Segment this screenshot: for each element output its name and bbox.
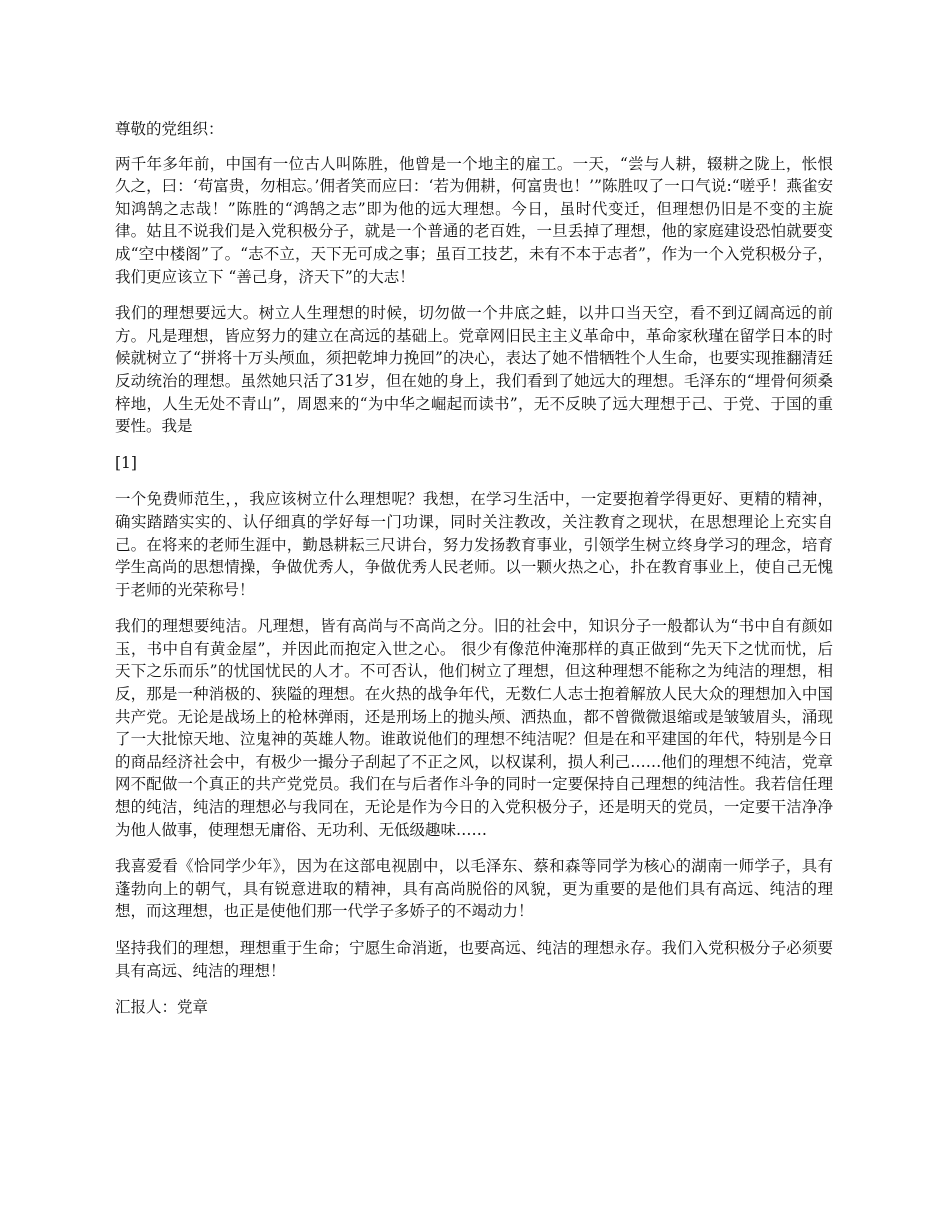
signature: 汇报人：党章 bbox=[115, 998, 209, 1017]
paragraph-lofty-ideal: 我们的理想要远大。树立人生理想的时候，切勿做一个井底之蛙，以井口当天空，看不到辽阔高远的前方。凡是理想，皆应努力的建立在高远的基础上。党章网旧民主主义革命中，革命家秋瑾在留学日本的时候就树立了“拼将十万头颅血，须把乾坤力挽回”的决心，表达了她不惜牺牲个人生命，也要实现推翻清廷反动统治的理想。虽然她只活了31岁，但在她的身上，我们看到了她远大的理想。毛泽东的“埋骨何须桑梓地，人生无处不青山”，周恩来的“为中华之崛起而读书”，无不反映了远大理想于己、于党、于国的重要性。我是 bbox=[115, 304, 833, 436]
paragraph-pure-ideal: 我们的理想要纯洁。凡理想，皆有高尚与不高尚之分。旧的社会中，知识分子一般都认为“书中自有颜如玉，书中自有黄金屋”，并因此而抱定入世之心。 很少有像范仲淹那样的真正做到“先天下之忧而忧，后天下之乐而乐”的忧国忧民的人才。不可否认，他们树立了理想，但这种理想不能称之为纯洁的理想，相反，那是一种消极的、狭隘的理想。在火热的战争年代，无数仁人志士抱着解放人民大众的理想加入中国共产党。无论是战场上的枪林弹雨，还是刑场上的抛头颅、洒热血，都不曾微微退缩或是皱皱眉头，涌现了一大批惊天地、泣鬼神的英雄人物。谁敢说他们的理想不纯洁呢？但是在和平建国的年代，特别是今日的商品经济社会中，有极少一撮分子刮起了不正之风，以权谋利，损人利己……他们的理想不纯洁，党章网不配做一个真正的共产党党员。我们在与后者作斗争的同时一定要保持自己理想的纯洁性。我若信任理想的纯洁，纯洁的理想必与我同在，无论是作为今日的入党积极分子，还是明天的党员，一定要干洁净净为他人做事，使理想无庸俗、无功利、无低级趣味…… bbox=[115, 617, 833, 839]
greeting: 尊敬的党组织： bbox=[115, 120, 224, 138]
paragraph-teacher-ideal: 一个免费师范生，，我应该树立什么理想呢？我想，在学习生活中，一定要抱着学得更好、更精的精神，确实踏踏实实的、认仔细真的学好每一门功课，同时关注教改，关注教育之现状，在思想理论上充实自己。在将来的老师生涯中，勤恳耕耘三尺讲台，努力发扬教育事业，引领学生树立终身学习的理念，培育学生高尚的思想情操，争做优秀人，争做优秀人民老师。以一颗火热之心，扑在教育事业上，使自己无愧于老师的光荣称号！ bbox=[115, 490, 833, 599]
footnote-marker: [1] bbox=[115, 453, 137, 472]
paragraph-tv-drama: 我喜爱看《恰同学少年》，因为在这部电视剧中，以毛泽东、蔡和森等同学为核心的湖南一师学子，具有蓬勃向上的朝气，具有锐意进取的精神，具有高尚脱俗的风貌，更为重要的是他们具有高远、纯洁的理想，而这理想，也正是使他们那一代学子多娇子的不竭动力！ bbox=[115, 857, 833, 921]
paragraph-chen-sheng: 两千年多年前，中国有一位古人叫陈胜，他曾是一个地主的雇工。一天，“尝与人耕，辍耕之陇上，怅恨久之，曰：‘苟富贵，勿相忘。’佣者笑而应曰：‘若为佣耕，何富贵也！’”陈胜叹了一口气说:“嗟乎！燕雀安知鸿鹄之志哉！”陈胜的“鸿鹄之志”即为他的远大理想。今日，虽时代变迁，但理想仍旧是不变的主旋律。姑且不说我们是入党积极分子，就是一个普通的老百姓，一旦丢掉了理想，他的家庭建设恐怕就要变成“空中楼阁”了。“志不立，天下无可成之事；虽百工技艺，未有不本于志者”，作为一个入党积极分子，我们更应该立下 “善己身，济天下”的大志！ bbox=[115, 154, 833, 286]
paragraph-conclusion: 坚持我们的理想，理想重于生命；宁愿生命消逝，也要高远、纯洁的理想永存。我们入党积极分子必须要具有高远、纯洁的理想！ bbox=[115, 939, 833, 980]
document-page bbox=[115, 118, 833, 1033]
